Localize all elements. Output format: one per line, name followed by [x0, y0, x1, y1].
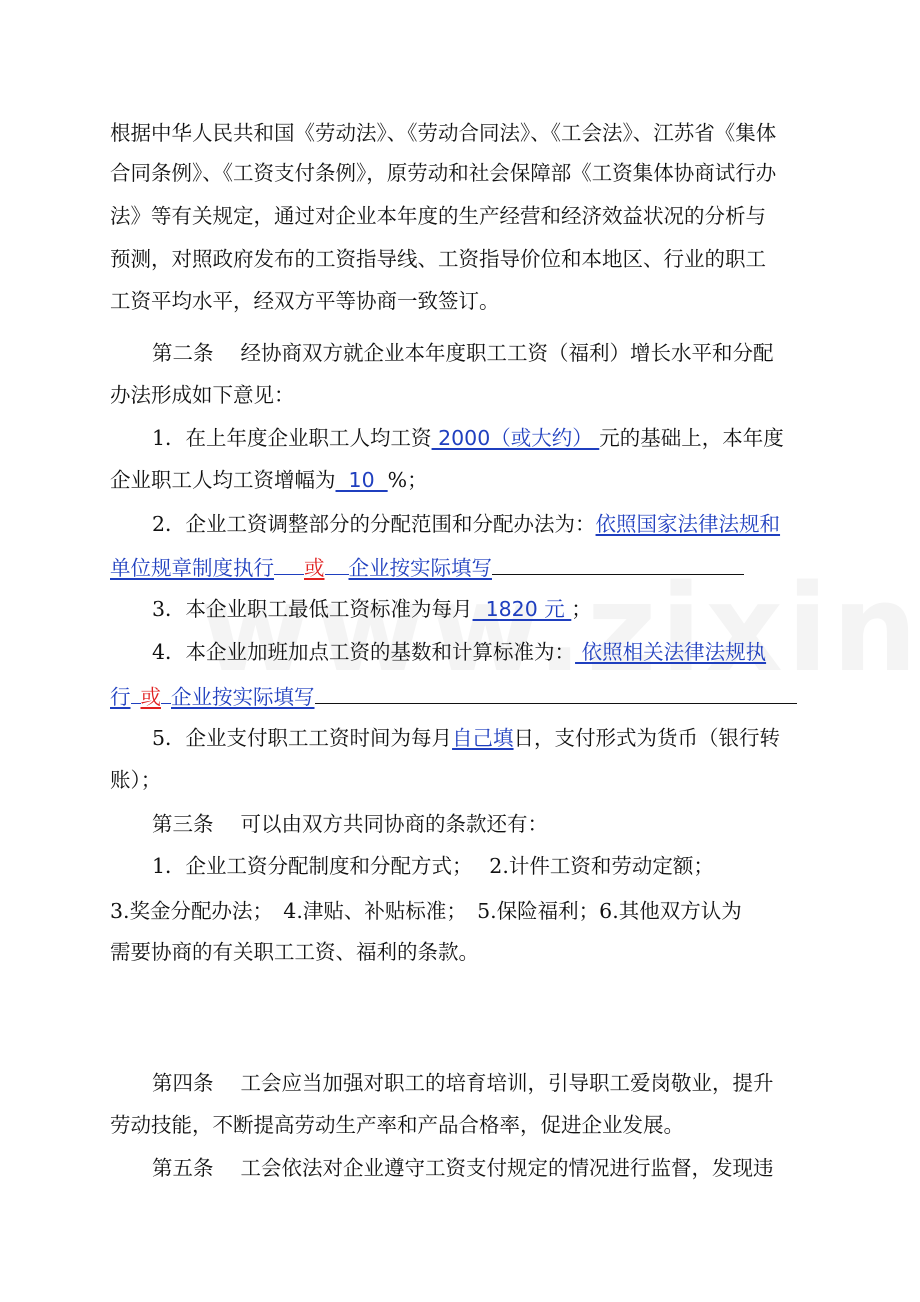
article-5-heading: 第五条 工会依法对企业遵守工资支付规定的情况进行监督，发现违	[152, 1156, 774, 1180]
paragraph-line: 合同条例》、《工资支付条例》，原劳动和社会保障部《工资集体协商试行办	[110, 161, 777, 185]
paragraph-line: 根据中华人民共和国《劳动法》、《劳动合同法》、《工会法》、江苏省《集体	[110, 121, 777, 145]
item-1b-prefix: 企业职工人均工资增幅为	[110, 468, 336, 492]
item-3-prefix: 3．本企业职工最低工资标准为每月	[152, 597, 473, 621]
distribution-method-field[interactable]: 依照国家法律法规和	[595, 512, 781, 536]
item-5-prefix: 5．企业支付职工工资时间为每月	[152, 726, 453, 750]
or-text: 或	[304, 556, 325, 580]
pay-day-field[interactable]: 自己填	[452, 726, 514, 750]
item-4-prefix: 4．本企业加班加点工资的基数和计算标准为：	[152, 640, 576, 664]
article-2-heading: 第二条 经协商双方就企业本年度职工工资（福利）增长水平和分配	[152, 341, 774, 365]
item-1-suffix: 元的基础上，本年度	[599, 426, 784, 450]
item-1-prefix: 1．在上年度企业职工人均工资	[152, 426, 432, 450]
item-3-line	[152, 596, 592, 622]
article-3-heading: 第三条 可以由双方共同协商的条款还有：	[152, 812, 549, 836]
item-4-line	[152, 639, 766, 665]
article-4-heading: 第四条 工会应当加强对职工的培育培训，引导职工爱岗敬业，提升	[152, 1071, 774, 1095]
item-2-line	[152, 511, 780, 537]
avg-wage-field[interactable]: 2000（或大约）	[431, 426, 600, 450]
item-4-cont	[110, 681, 797, 710]
paragraph-line: 工资平均水平，经双方平等协商一致签订。	[110, 289, 500, 313]
item-1-cont	[110, 467, 428, 493]
fill-actual-text[interactable]: 企业按实际填写	[348, 556, 492, 580]
paragraph-line: 办法形成如下意见：	[110, 383, 295, 407]
item-1-line	[152, 425, 784, 451]
paragraph-line: 法》等有关规定，通过对企业本年度的生产经营和经济效益状况的分析与	[110, 204, 766, 228]
item-1b-suffix: %；	[387, 468, 428, 492]
blank-underline	[492, 552, 744, 575]
min-wage-field[interactable]: 1820 元	[472, 597, 572, 621]
blank-underline	[315, 681, 797, 704]
or-text: 或	[140, 685, 161, 709]
paragraph-line: 劳动技能，不断提高劳动生产率和产品合格率，促进企业发展。	[110, 1113, 684, 1137]
overtime-standard-field-cont[interactable]: 行	[110, 685, 131, 709]
paragraph-line: 账）；	[110, 768, 162, 792]
item-2-cont	[110, 552, 744, 581]
item-5-line	[152, 725, 780, 751]
distribution-method-field-cont[interactable]: 单位规章制度执行	[110, 556, 274, 580]
paragraph-line: 预测，对照政府发布的工资指导线、工资指导价位和本地区、行业的职工	[110, 247, 766, 271]
growth-rate-field[interactable]: 10	[335, 468, 388, 492]
item-3-suffix: ；	[571, 597, 592, 621]
item-2-prefix: 2．企业工资调整部分的分配范围和分配办法为：	[152, 512, 596, 536]
article-3-items: 需要协商的有关职工工资、福利的条款。	[110, 940, 479, 964]
article-3-items: 1．企业工资分配制度和分配方式； 2.计件工资和劳动定额；	[152, 854, 714, 878]
overtime-standard-field[interactable]: 依照相关法律法规执	[575, 640, 767, 664]
item-5-suffix: 日，支付形式为货币（银行转	[513, 726, 781, 750]
article-3-items: 3.奖金分配办法； 4.津贴、补贴标准； 5.保险福利；6.其他双方认为	[110, 899, 742, 923]
fill-actual-text[interactable]: 企业按实际填写	[171, 685, 315, 709]
